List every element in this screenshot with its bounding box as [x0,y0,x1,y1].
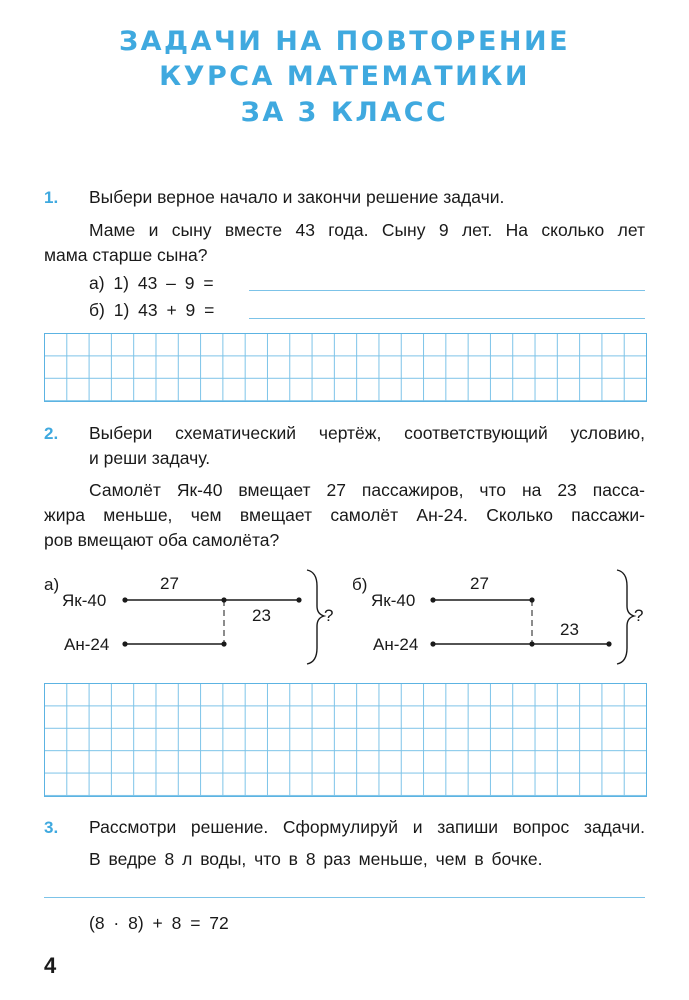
task-3-problem: В ведре 8 л воды, что в 8 раз меньше, чем в бочке. [89,849,543,869]
diagram-b[interactable] [352,570,643,664]
task-1-option-b: б) 1) 43 + 9 = [89,300,215,320]
task-1-instruction: Выбери верное начало и закончи решение задачи. [89,187,505,207]
page-title-line-3: ЗА 3 КЛАСС [240,97,449,128]
page-number: 4 [44,953,57,978]
diagram-b-row2-label: Ан-24 [373,635,419,654]
diagram-b-row1-label: Як-40 [371,591,416,610]
task-1-number: 1. [44,188,59,207]
diagram-b-value2: 23 [560,620,579,639]
task-3-instruction: Рассмотри решение. Сформулируй и запиши вопрос задачи. [89,817,645,837]
diagram-b-question: ? [634,606,644,625]
diagram-a-value1: 27 [160,574,179,593]
task-2-problem-line-3: ров вмещают оба самолёта? [44,530,280,550]
diagram-a-question: ? [324,606,334,625]
diagram-b-label: б) [352,575,368,594]
task-1-problem-line-2: мама старше сына? [44,245,208,265]
task-2-problem-line-1: Самолёт Як-40 вмещает 27 пассажиров, что на 23 пасса- [89,480,645,500]
diagram-a-row1-label: Як-40 [62,591,107,610]
task-1-answer-grid[interactable] [44,333,647,402]
page-title-line-2: КУРСА МАТЕМАТИКИ [159,61,530,92]
diagram-a-label: а) [44,575,60,594]
task-1-answer-line-a[interactable] [249,290,645,291]
diagram-a-brace [307,570,324,664]
task-1-problem-line-1: Маме и сыну вместе 43 года. Сыну 9 лет. На сколько лет [89,220,645,240]
task-3-number: 3. [44,818,59,837]
task-1-option-a: а) 1) 43 – 9 = [89,273,214,293]
diagram-a-row2-label: Ан-24 [64,635,110,654]
diagram-b-value1: 27 [470,574,489,593]
diagram-a[interactable] [44,570,333,664]
task-2-answer-grid[interactable] [44,683,647,797]
diagram-a-value2: 23 [252,606,271,625]
task-2-instruction-line-1: Выбери схематический чертёж, соответствующий условию, [89,423,645,443]
task-2-instruction-line-2: и реши задачу. [89,448,211,468]
task-3-question-line[interactable] [44,897,645,898]
task-2-problem-line-2: жира меньше, чем вмещает самолёт Ан-24. Сколько пассажи- [44,505,645,525]
task-3-solution: (8 · 8) + 8 = 72 [89,913,229,933]
diagram-b-brace [617,570,634,664]
task-2-diagrams [0,560,689,680]
task-2-number: 2. [44,424,59,443]
task-1-answer-line-b[interactable] [249,318,645,319]
page-title-line-1: ЗАДАЧИ НА ПОВТОРЕНИЕ [118,26,571,57]
